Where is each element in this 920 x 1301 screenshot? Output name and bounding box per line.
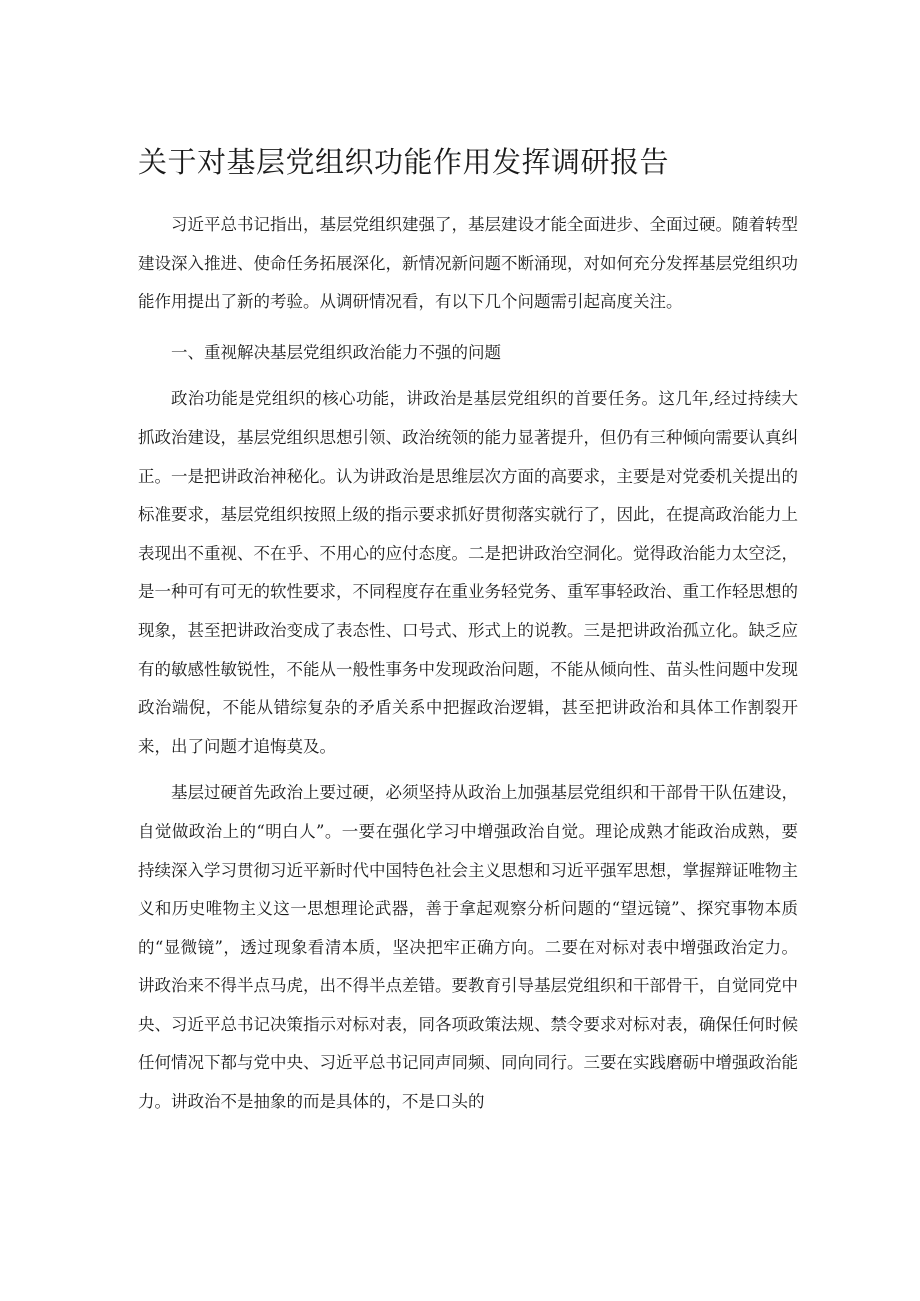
body-paragraph: 政治功能是党组织的核心功能，讲政治是基层党组织的首要任务。这几年,经过持续大抓政治建设，基层党组织思想引领、政治统领的能力显著提升，但仍有三种倾向需要认真纠正。一是把讲政治神秘化。认为讲政治是思维层次方面的高要求，主要是对党委机关提出的标准要求，基层党组织按照上级的指示要求抓好贯彻落实就行了，因此，在提高政治能力上表现出不重视、不在乎、不用心的应付态度。二是把讲政治空洞化。觉得政治能力太空泛，是一种可有可无的软性要求，不同程度存在重业务轻党务、重军事轻政治、重工作轻思想的现象，甚至把讲政治变成了表态性、口号式、形式上的说教。三是把讲政治孤立化。缺乏应有的敏感性敏锐性，不能从一般性事务中发现政治问题，不能从倾向性、苗头性问题中发现政治端倪，不能从错综复杂的矛盾关系中把握政治逻辑，甚至把讲政治和具体工作割裂开来，出了问题才追悔莫及。	[138, 389, 798, 756]
document-title: 关于对基层党组织功能作用发挥调研报告	[138, 145, 670, 179]
intro-paragraph: 习近平总书记指出，基层党组织建强了，基层建设才能全面进步、全面过硬。随着转型建设深入推进、使命任务拓展深化，新情况新问题不断涌现，对如何充分发挥基层党组织功能作用提出了新的考验。从调研情况看，有以下几个问题需引起高度关注。	[138, 215, 798, 312]
document-body	[138, 206, 798, 1122]
section-heading: 一、重视解决基层党组织政治能力不强的问题	[171, 342, 501, 362]
body-paragraph: 基层过硬首先政治上要过硬，必须坚持从政治上加强基层党组织和干部骨干队伍建设，自觉做政治上的“明白人”。一要在强化学习中增强政治自觉。理论成熟才能政治成熟，要持续深入学习贯彻习近平新时代中国特色社会主义思想和习近平强军思想，掌握辩证唯物主义和历史唯物主义这一思想理论武器，善于拿起观察分析问题的“望远镜”、探究事物本质的“显微镜”，透过现象看清本质，坚决把牢正确方向。二要在对标对表中增强政治定力。讲政治来不得半点马虎，出不得半点差错。要教育引导基层党组织和干部骨干，自觉同党中央、习近平总书记决策指示对标对表，同各项政策法规、禁令要求对标对表，确保任何时候任何情况下都与党中央、习近平总书记同声同频、同向同行。三要在实践磨砺中增强政治能力。讲政治不是抽象的而是具体的，不是口头的	[138, 783, 798, 1112]
